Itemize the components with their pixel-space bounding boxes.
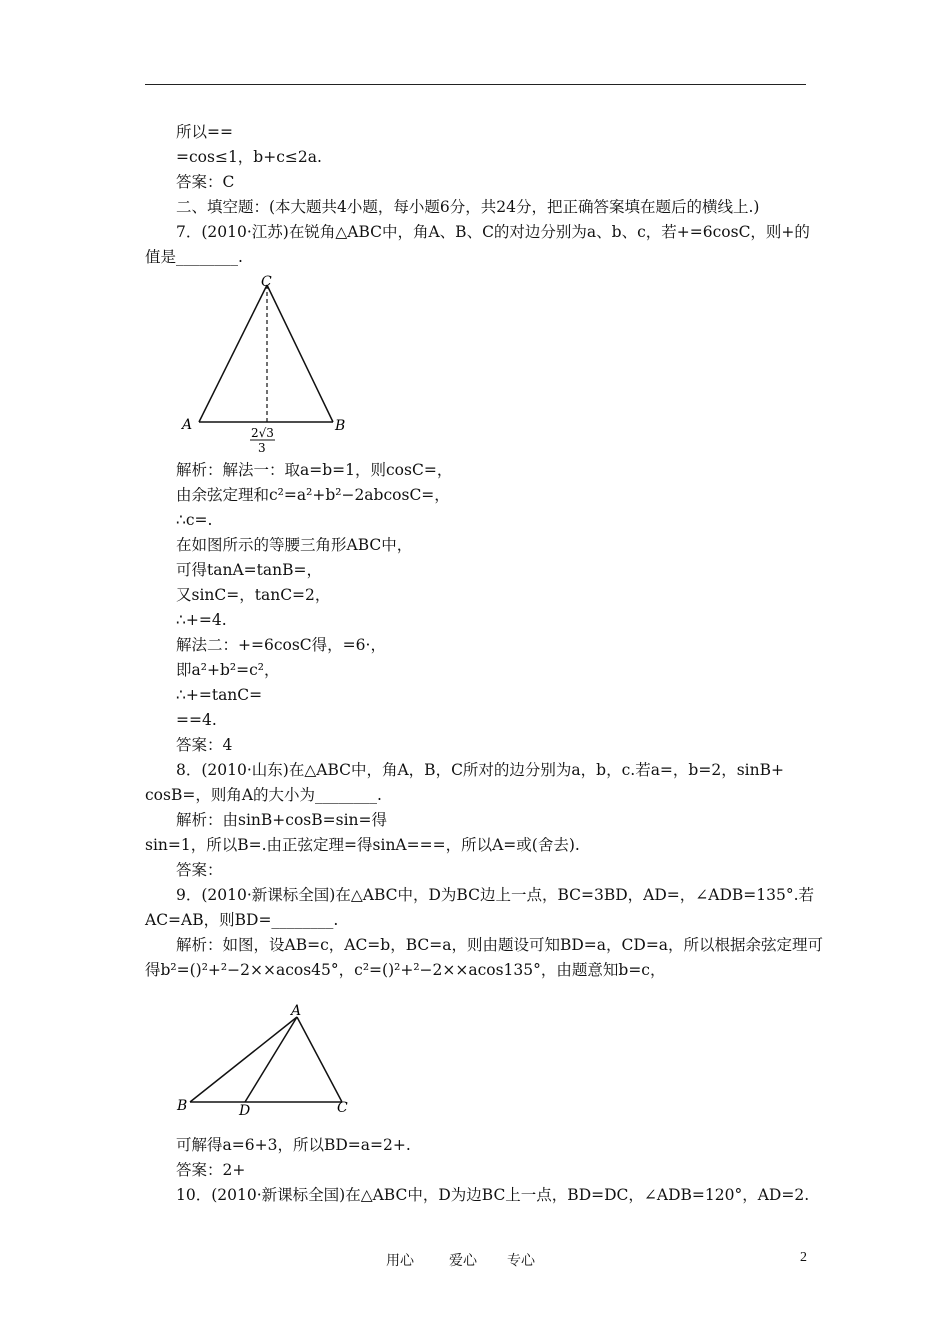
text-line: ∴+=tanC= <box>176 686 263 704</box>
text-line: sin=1，所以B=.由正弦定理=得sinA===，所以A=或(舍去). <box>145 836 580 854</box>
base-length-denominator: 3 <box>258 441 266 455</box>
text-line: 可解得a=6+3，所以BD=a=2+. <box>176 1136 411 1154</box>
text-line: 答案：C <box>176 173 235 191</box>
footer-text-2: 爱心 <box>449 1254 477 1269</box>
text-line: ∴+=4. <box>176 611 227 629</box>
text-line: 由余弦定理和c²=a²+b²−2abcosC=， <box>176 486 450 504</box>
label-a: A <box>291 1003 302 1019</box>
text-line: 可得tanA=tanB=， <box>176 561 322 579</box>
page-number: 2 <box>800 1250 807 1265</box>
triangle-side-ac <box>199 285 267 422</box>
footer-text-3: 专心 <box>507 1254 535 1269</box>
text-line: 值是________. <box>145 248 243 266</box>
base-length-numerator: 2√3 <box>251 426 274 440</box>
triangle-abd-figure <box>172 998 362 1120</box>
isosceles-triangle-figure <box>175 272 365 457</box>
text-line: 答案：4 <box>176 736 233 754</box>
question-9: 9．(2010·新课标全国)在△ABC中，D为BC边上一点，BC=3BD，AD=，∠ADB=135°.若 <box>176 886 815 904</box>
segment-ba <box>190 1017 297 1102</box>
text-line: 解析：解法一：取a=b=1，则cosC=， <box>176 461 453 479</box>
segment-ad <box>245 1017 297 1102</box>
text-line: 解法二：+=6cosC得，=6·， <box>176 636 386 654</box>
text-line: cosB=，则角A的大小为________. <box>145 786 382 804</box>
text-line: 解析：如图，设AB=c，AC=b，BC=a，则由题设可知BD=a，CD=a，所以根据余弦定理可 <box>176 936 824 954</box>
text-line: 又sinC=，tanC=2， <box>176 586 331 604</box>
text-line: 所以== <box>176 123 233 141</box>
text-line: ==4. <box>176 711 217 729</box>
label-a: A <box>182 417 193 433</box>
triangle-side-cb <box>267 285 333 422</box>
text-line: 答案： <box>176 861 223 879</box>
header-rule <box>145 84 806 85</box>
label-c: C <box>261 274 272 290</box>
text-line: 在如图所示的等腰三角形ABC中， <box>176 536 413 554</box>
footer-text-1: 用心 <box>386 1254 414 1269</box>
text-line: 即a²+b²=c²， <box>176 661 280 679</box>
segment-ac <box>297 1017 342 1102</box>
text-line: ∴c=. <box>176 511 213 529</box>
section-heading: 二、填空题：(本大题共4小题，每小题6分，共24分，把正确答案填在题后的横线上.) <box>176 198 760 216</box>
label-b: B <box>177 1098 188 1114</box>
label-d: D <box>239 1103 251 1119</box>
label-c: C <box>337 1100 348 1116</box>
text-line: AC=AB，则BD=________. <box>145 911 339 929</box>
text-line: 解析：由sinB+cosB=sin=得 <box>176 811 387 829</box>
text-line: 得b²=()²+²−2××acos45°，c²=()²+²−2××acos135°，由题意知b=c， <box>145 961 666 979</box>
text-line: 答案：2+ <box>176 1161 246 1179</box>
question-10: 10．(2010·新课标全国)在△ABC中，D为边BC上一点，BD=DC，∠ADB=120°，AD=2. <box>176 1186 810 1204</box>
question-7: 7．(2010·江苏)在锐角△ABC中，角A、B、C的对边分别为a、b、c，若+=6cosC，则+的 <box>176 223 810 241</box>
text-line: =cos≤1，b+c≤2a. <box>176 148 322 166</box>
question-8: 8．(2010·山东)在△ABC中，角A，B，C所对的边分别为a，b，c.若a=，b=2，sinB+ <box>176 761 784 779</box>
label-b: B <box>335 418 346 434</box>
